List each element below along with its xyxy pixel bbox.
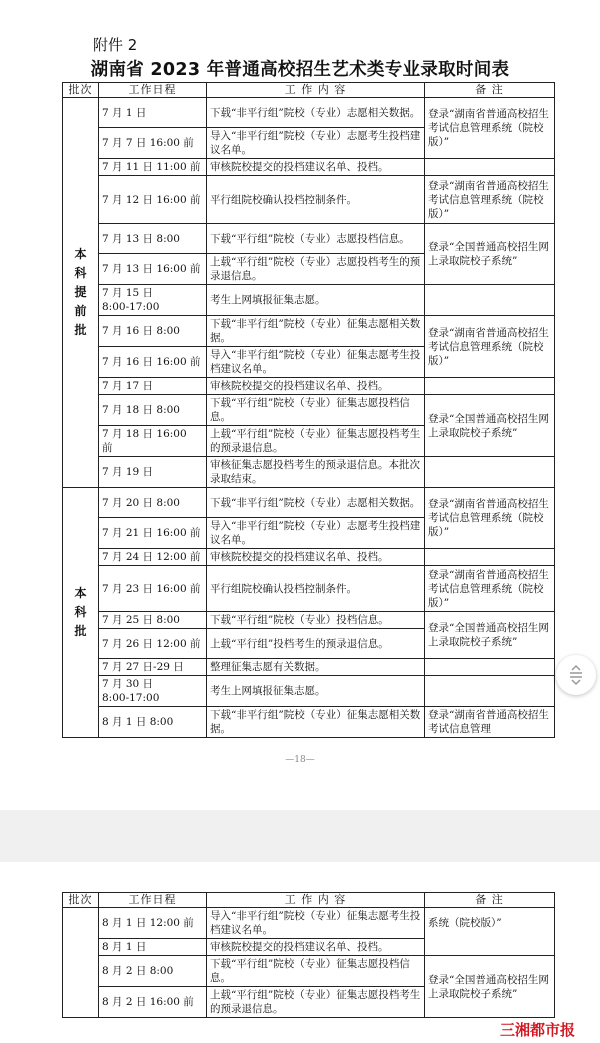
scroll-handle[interactable] [556, 655, 596, 695]
date-cell: 7 月 12 日 16:00 前 [99, 176, 207, 224]
table-row [63, 676, 555, 707]
note-cell [425, 159, 555, 176]
date-cell: 8 月 1 日 8:00 [99, 707, 207, 738]
header-note: 备 注 [425, 83, 555, 98]
note-cell [425, 659, 555, 676]
content-cell: 下载“非平行组”院校（专业）志愿相关数据。 [207, 488, 425, 518]
schedule-table-continued [62, 892, 555, 1018]
table-row [63, 378, 555, 395]
note-cell [425, 457, 555, 488]
table-row [63, 956, 555, 987]
header-content: 工 作 内 容 [207, 893, 425, 908]
date-cell: 8 月 1 日 12:00 前 [99, 908, 207, 939]
note-cell: 登录“全国普通高校招生网上录取院校子系统” [425, 612, 555, 659]
date-cell: 7 月 13 日 8:00 [99, 224, 207, 254]
content-cell: 审核院校提交的投档建议名单、投档。 [207, 159, 425, 176]
table-header-row [63, 893, 555, 908]
date-cell: 7 月 13 日 16:00 前 [99, 254, 207, 285]
note-cell: 登录“湖南省普通高校招生考试信息管理 [425, 707, 555, 738]
header-content: 工 作 内 容 [207, 83, 425, 98]
content-cell: 上载“平行组”院校（专业）征集志愿投档考生的预录退信息。 [207, 426, 425, 457]
page-number: —18— [285, 755, 315, 765]
date-cell: 7 月 1 日 [99, 98, 207, 128]
content-cell: 平行组院校确认投档控制条件。 [207, 566, 425, 612]
content-cell: 审核院校提交的投档建议名单、投档。 [207, 549, 425, 566]
note-cell: 登录“湖南省普通高校招生考试信息管理系统（院校版）” [425, 566, 555, 612]
header-date: 工作日程 [99, 893, 207, 908]
batch-label: 本 科 提 前 批 [74, 247, 87, 337]
batch-cell [63, 908, 99, 1018]
date-cell: 7 月 23 日 16:00 前 [99, 566, 207, 612]
header-note: 备 注 [425, 893, 555, 908]
date-cell: 7 月 15 日 8:00-17:00 [99, 285, 207, 316]
table-row [63, 285, 555, 316]
content-cell: 审核院校提交的投档建议名单、投档。 [207, 939, 425, 956]
table-row [63, 659, 555, 676]
table-row [63, 908, 555, 939]
content-cell: 整理征集志愿有关数据。 [207, 659, 425, 676]
note-cell: 登录“全国普通高校招生网上录取院校子系统” [425, 956, 555, 1018]
table-row [63, 457, 555, 488]
schedule-table [62, 82, 555, 738]
header-batch: 批次 [63, 83, 99, 98]
batch-cell [63, 98, 99, 488]
date-cell: 7 月 16 日 16:00 前 [99, 347, 207, 378]
table-row [63, 707, 555, 738]
date-cell: 7 月 17 日 [99, 378, 207, 395]
batch-cell [63, 488, 99, 738]
content-cell: 上载“平行组”院校（专业）志愿投档考生的预录退信息。 [207, 254, 425, 285]
content-cell: 上载“平行组”投档考生的预录退信息。 [207, 629, 425, 659]
content-cell: 导入“非平行组”院校（专业）征集志愿考生投档建议名单。 [207, 908, 425, 939]
table-row [63, 159, 555, 176]
note-cell [425, 676, 555, 707]
content-cell: 考生上网填报征集志愿。 [207, 676, 425, 707]
date-cell: 7 月 25 日 8:00 [99, 612, 207, 629]
date-cell: 7 月 19 日 [99, 457, 207, 488]
table-row [63, 395, 555, 426]
content-cell: 审核征集志愿投档考生的预录退信息。本批次录取结束。 [207, 457, 425, 488]
content-cell: 下载“非平行组”院校（专业）征集志愿相关数据。 [207, 707, 425, 738]
content-cell: 考生上网填报征集志愿。 [207, 285, 425, 316]
note-cell: 登录“湖南省普通高校招生考试信息管理系统（院校版）” [425, 316, 555, 378]
note-cell: 登录“湖南省普通高校招生考试信息管理系统（院校版）” [425, 176, 555, 224]
date-cell: 7 月 7 日 16:00 前 [99, 128, 207, 159]
content-cell: 导入“非平行组”院校（专业）志愿考生投档建议名单。 [207, 128, 425, 159]
table-row [63, 612, 555, 629]
note-cell [425, 378, 555, 395]
date-cell: 7 月 24 日 12:00 前 [99, 549, 207, 566]
table-row [63, 176, 555, 224]
content-cell: 导入“非平行组”院校（专业）征集志愿考生投档建议名单。 [207, 347, 425, 378]
table-row [63, 488, 555, 518]
note-cell: 登录“全国普通高校招生网上录取院校子系统” [425, 395, 555, 457]
note-cell: 登录“全国普通高校招生网上录取院校子系统” [425, 224, 555, 285]
header-date: 工作日程 [99, 83, 207, 98]
content-cell: 下载“平行组”院校（专业）志愿投档信息。 [207, 224, 425, 254]
date-cell: 8 月 1 日 [99, 939, 207, 956]
date-cell: 7 月 26 日 12:00 前 [99, 629, 207, 659]
table-header-row [63, 83, 555, 98]
date-cell: 8 月 2 日 8:00 [99, 956, 207, 987]
note-cell: 登录“湖南省普通高校招生考试信息管理系统（院校版）” [425, 488, 555, 549]
note-cell: 登录“湖南省普通高校招生考试信息管理系统（院校版）” [425, 98, 555, 159]
table-row [63, 224, 555, 254]
date-cell: 7 月 16 日 8:00 [99, 316, 207, 347]
header-batch: 批次 [63, 893, 99, 908]
table-row [63, 549, 555, 566]
date-cell: 7 月 27 日-29 日 [99, 659, 207, 676]
note-cell [425, 285, 555, 316]
drag-handle-icon [565, 664, 587, 686]
content-cell: 下载“平行组”院校（专业）征集志愿投档信息。 [207, 395, 425, 426]
content-cell: 审核院校提交的投档建议名单、投档。 [207, 378, 425, 395]
content-cell: 下载“平行组”院校（专业）征集志愿投档信息。 [207, 956, 425, 987]
content-cell: 下载“平行组”院校（专业）投档信息。 [207, 612, 425, 629]
page-title: 湖南省 2023 年普通高校招生艺术类专业录取时间表 [90, 60, 510, 80]
note-cell: 系统（院校版）” [425, 908, 555, 956]
date-cell: 8 月 2 日 16:00 前 [99, 987, 207, 1018]
date-cell: 7 月 18 日 8:00 [99, 395, 207, 426]
content-cell: 平行组院校确认投档控制条件。 [207, 176, 425, 224]
attachment-label: 附件 2 [93, 36, 138, 54]
date-cell: 7 月 11 日 11:00 前 [99, 159, 207, 176]
note-cell [425, 549, 555, 566]
date-cell: 7 月 20 日 8:00 [99, 488, 207, 518]
table-row [63, 566, 555, 612]
content-cell: 导入“非平行组”院校（专业）志愿考生投档建议名单。 [207, 518, 425, 549]
content-cell: 下载“非平行组”院校（专业）志愿相关数据。 [207, 98, 425, 128]
brand-logo: 三湘都市报 [500, 1020, 576, 1039]
batch-label: 本 科 批 [74, 586, 87, 638]
table-row [63, 98, 555, 128]
content-cell: 上载“平行组”院校（专业）征集志愿投档考生的预录退信息。 [207, 987, 425, 1018]
table-row [63, 316, 555, 347]
date-cell: 7 月 18 日 16:00 前 [99, 426, 207, 457]
content-cell: 下载“非平行组”院校（专业）征集志愿相关数据。 [207, 316, 425, 347]
date-cell: 7 月 30 日 8:00-17:00 [99, 676, 207, 707]
date-cell: 7 月 21 日 16:00 前 [99, 518, 207, 549]
